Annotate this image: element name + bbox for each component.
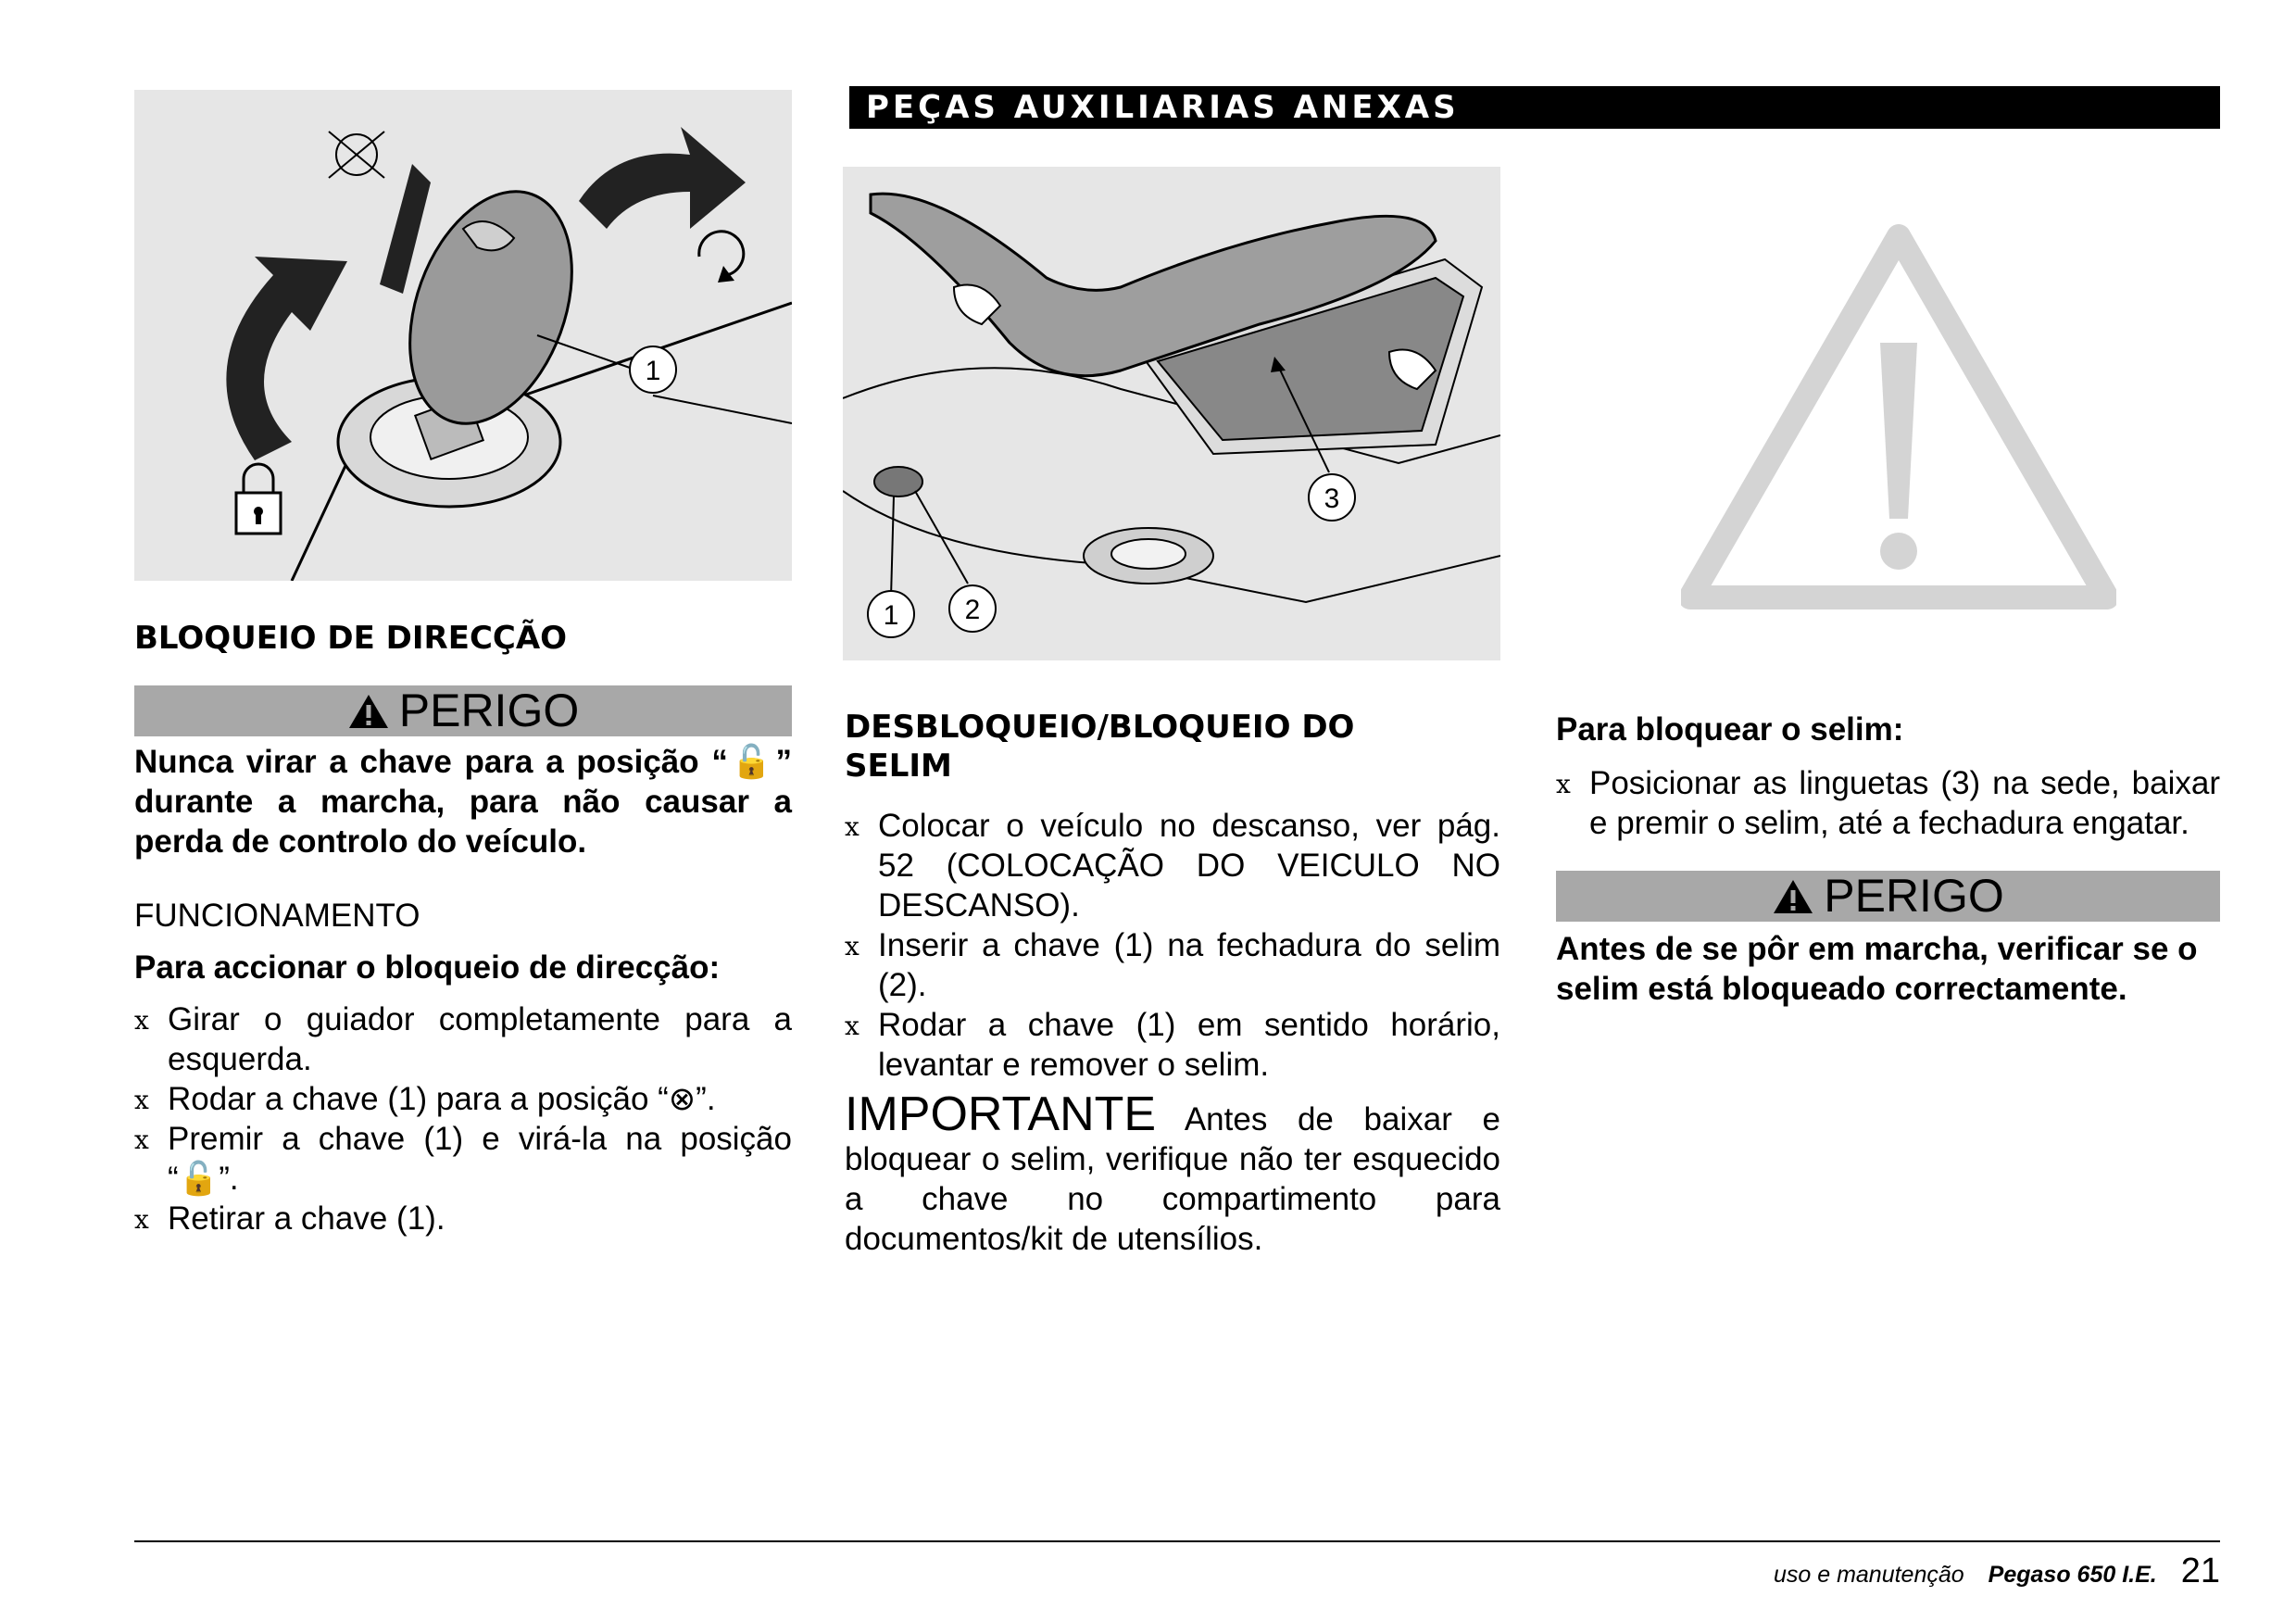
danger-text: Nunca virar a chave para a posição “🔓” durante a marcha, para não causar a perda de controlo do veículo. xyxy=(134,744,792,860)
bullet-marker: x xyxy=(845,811,859,842)
bullet-marker: x xyxy=(845,931,859,961)
right-column xyxy=(1556,710,2220,1009)
bullet-marker: x xyxy=(134,1204,149,1235)
page-number: 21 xyxy=(2180,1552,2220,1590)
callout-2-label: 2 xyxy=(964,595,981,625)
footer-manual: uso e manutenção xyxy=(1773,1562,1964,1588)
unlocked-cross-icon xyxy=(329,132,384,178)
section-banner: PEÇAS AUXILIARIAS ANEXAS xyxy=(849,86,2220,129)
list-item-text: Retirar a chave (1). xyxy=(168,1200,445,1237)
left-column xyxy=(134,619,792,1238)
list-item xyxy=(845,925,1500,1005)
important-label: IMPORTANTE xyxy=(845,1087,1157,1141)
callout-1-label: 1 xyxy=(883,600,899,631)
list-item xyxy=(845,1005,1500,1085)
steering-lock-heading: BLOQUEIO DE DIRECÇÃO xyxy=(134,620,568,657)
list-item xyxy=(134,999,792,1079)
list-item-text: Inserir a chave (1) na fechadura do selim (2). xyxy=(878,927,1500,1003)
danger-text: Antes de se pôr em marcha, verificar se o selim está bloqueado correctamente. xyxy=(1556,931,2198,1007)
steering-lock-subheading: Para accionar o bloqueio de direcção: xyxy=(134,949,721,986)
important-text: Antes de baixar e bloquear o selim, verifique não ter esquecido a chave no compartimento para documentos/kit de utensílios. xyxy=(845,1101,1500,1257)
list-item xyxy=(845,806,1500,925)
seat-steps xyxy=(845,806,1500,1085)
bullet-marker: x xyxy=(134,1085,149,1115)
bullet-marker: x xyxy=(134,1125,149,1155)
steering-lock-figure xyxy=(134,90,792,581)
warning-triangle-icon xyxy=(1681,222,2116,611)
seat-heading xyxy=(845,708,1500,785)
list-item xyxy=(134,1119,792,1199)
danger-icon xyxy=(347,693,390,730)
seat-illustration xyxy=(843,167,1500,660)
steering-lock-steps xyxy=(134,999,792,1238)
list-item xyxy=(1556,763,2220,843)
list-item-text: Girar o guiador completamente para a esquerda. xyxy=(168,1001,792,1077)
middle-column xyxy=(845,708,1500,1259)
danger-banner xyxy=(134,685,792,736)
danger-label: PERIGO xyxy=(1824,870,2004,922)
footer-model: Pegaso 650 I.E. xyxy=(1988,1562,2157,1588)
footer-rule xyxy=(134,1540,2220,1542)
bullet-marker: x xyxy=(845,1011,859,1041)
callout-1-label: 1 xyxy=(645,356,661,386)
important-note xyxy=(845,1087,1500,1259)
page-footer xyxy=(1774,1552,2220,1591)
seat-heading-line1: DESBLOQUEIO/BLOQUEIO DO xyxy=(845,709,1355,746)
list-item-text: Premir a chave (1) e virá-la na posição “🔓”. xyxy=(168,1121,792,1197)
lock-seat-steps xyxy=(1556,763,2220,843)
bullet-marker: x xyxy=(134,1005,149,1036)
list-item-text: Colocar o veículo no descanso, ver pág. 52 (COLOCAÇÃO DO VEICULO NO DESCANSO). xyxy=(878,808,1500,924)
list-item xyxy=(134,1079,792,1119)
callout-3-label: 3 xyxy=(1324,484,1340,514)
list-item-text: Rodar a chave (1) para a posição “⊗”. xyxy=(168,1081,716,1117)
list-item-text: Rodar a chave (1) em sentido horário, levantar e remover o selim. xyxy=(878,1007,1500,1083)
steering-lock-illustration xyxy=(134,90,792,581)
seat-heading-line2: SELIM xyxy=(845,748,952,785)
danger-label: PERIGO xyxy=(398,685,580,736)
danger-banner xyxy=(1556,871,2220,922)
funcionamento-heading: FUNCIONAMENTO xyxy=(134,898,420,934)
rotate-arrow-icon xyxy=(699,232,744,283)
lock-seat-subheading: Para bloquear o selim: xyxy=(1556,711,1904,748)
bullet-marker: x xyxy=(1556,769,1571,799)
list-item xyxy=(134,1199,792,1238)
danger-icon xyxy=(1772,878,1814,915)
seat-figure xyxy=(843,167,1500,660)
list-item-text: Posicionar as linguetas (3) na sede, baixar e premir o selim, até a fechadura engatar. xyxy=(1589,765,2220,841)
padlock-icon xyxy=(236,464,281,534)
